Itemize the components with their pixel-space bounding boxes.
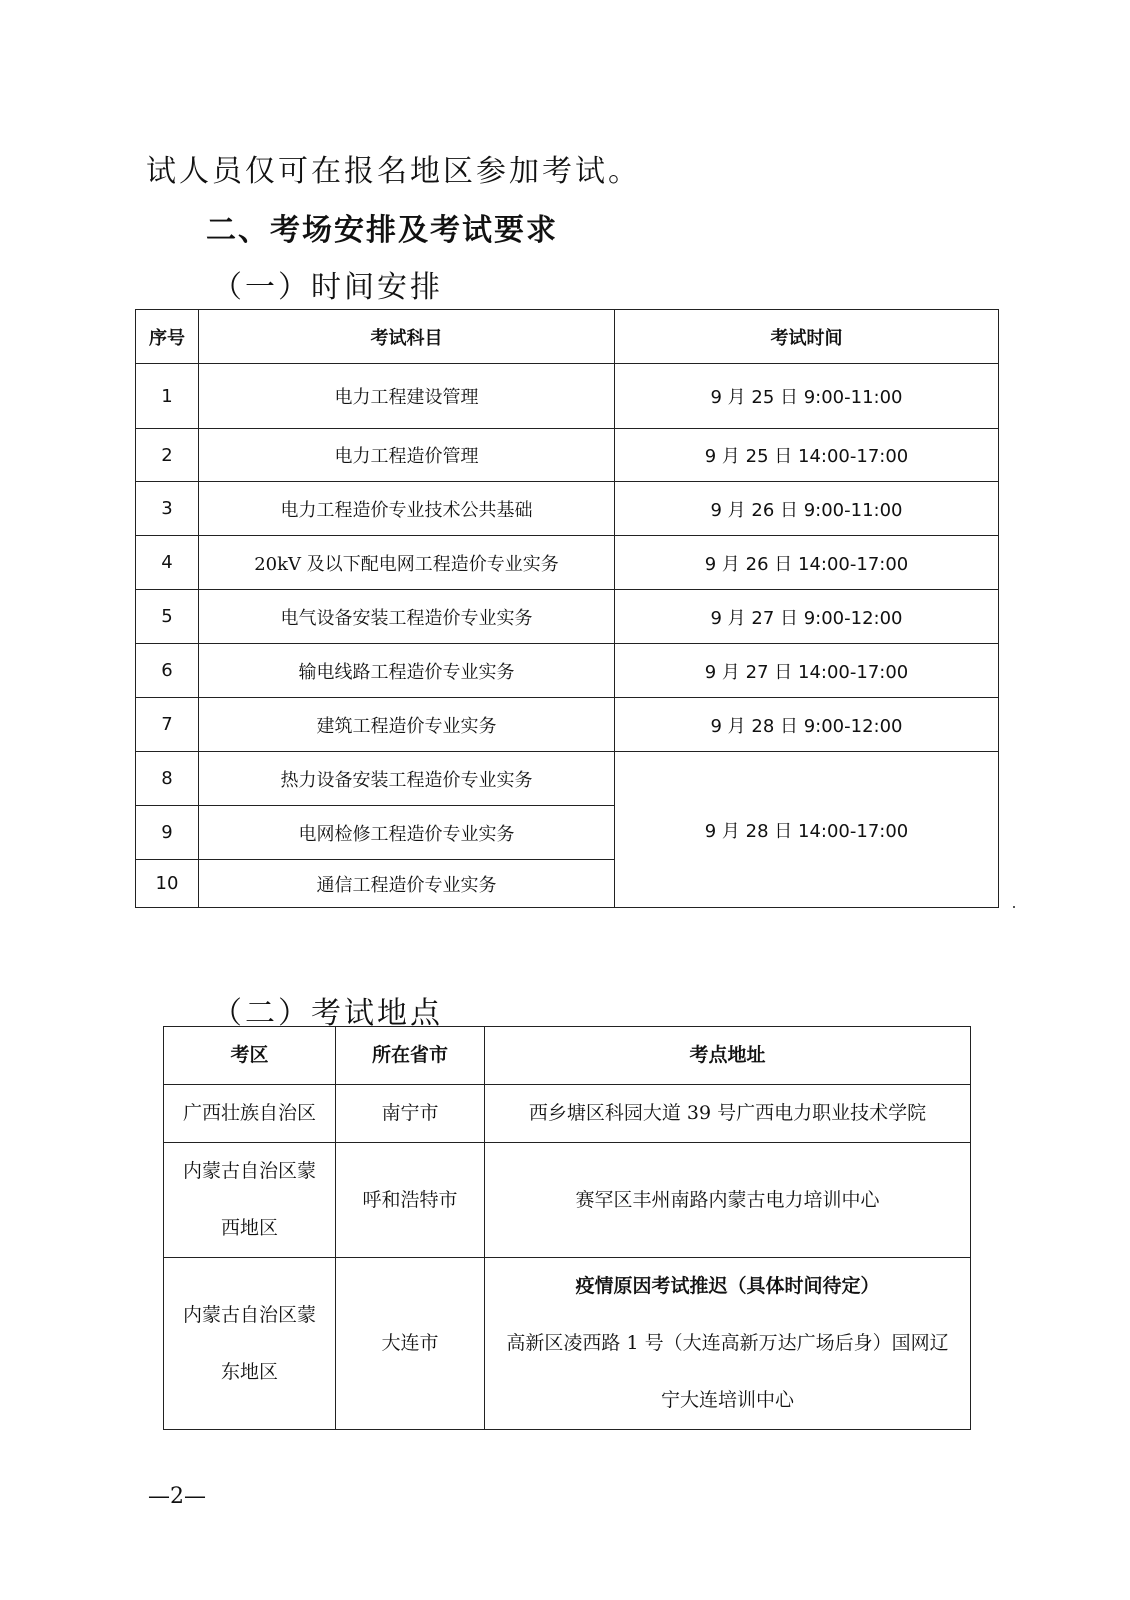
table-header-row (136, 310, 999, 364)
table-row (136, 698, 999, 752)
table-row (136, 536, 999, 590)
header-city: 所在省市 (336, 1027, 485, 1085)
row-city: 大连市 (336, 1258, 485, 1430)
header-address: 考点地址 (485, 1027, 971, 1085)
row-no: 8 (136, 752, 199, 806)
page-number: —2— (148, 1484, 206, 1509)
postponed-note: 疫情原因考试推迟（具体时间待定） (575, 1275, 880, 1297)
table-header-row (164, 1027, 971, 1085)
row-region (164, 1258, 336, 1430)
table-row (136, 644, 999, 698)
table-row (136, 752, 999, 806)
table-row (164, 1258, 971, 1430)
row-city: 南宁市 (336, 1085, 485, 1143)
row-subject: 输电线路工程造价专业实务 (199, 644, 615, 698)
address-line: 高新区凌西路 1 号（大连高新万达广场后身）国网辽 (506, 1332, 949, 1354)
row-time: 9 月 26 日 14:00-17:00 (615, 536, 999, 590)
region-line: 内蒙古自治区蒙 (182, 1303, 316, 1326)
row-address: 赛罕区丰州南路内蒙古电力培训中心 (485, 1143, 971, 1258)
row-time: 9 月 25 日 14:00-17:00 (615, 429, 999, 482)
table-row (164, 1143, 971, 1258)
row-subject: 通信工程造价专业实务 (199, 860, 615, 908)
row-no: 6 (136, 644, 199, 698)
region-line: 内蒙古自治区蒙 (182, 1160, 316, 1182)
row-time: 9 月 27 日 14:00-17:00 (615, 644, 999, 698)
locations-title: （二）考试地点 (212, 996, 443, 1031)
row-subject: 电气设备安装工程造价专业实务 (199, 590, 615, 644)
row-time-merged: 9 月 28 日 14:00-17:00 (615, 752, 999, 908)
row-no: 10 (136, 860, 199, 908)
row-subject: 电网检修工程造价专业实务 (199, 806, 615, 860)
row-no: 1 (136, 364, 199, 429)
row-subject: 电力工程造价管理 (199, 429, 615, 482)
table-row (136, 482, 999, 536)
row-time: 9 月 25 日 9:00-11:00 (615, 364, 999, 429)
table-row (164, 1085, 971, 1143)
address-line: 宁大连培训中心 (660, 1389, 794, 1411)
schedule-title: （一）时间安排 (212, 270, 443, 305)
row-subject: 电力工程建设管理 (199, 364, 615, 429)
row-city: 呼和浩特市 (336, 1143, 485, 1258)
region-line: 东地区 (220, 1360, 278, 1383)
row-subject: 20kV 及以下配电网工程造价专业实务 (199, 536, 615, 590)
row-no: 2 (136, 429, 199, 482)
row-time: 9 月 27 日 9:00-12:00 (615, 590, 999, 644)
row-no: 9 (136, 806, 199, 860)
intro-text: 试人员仅可在报名地区参加考试。 (146, 154, 641, 189)
row-subject: 热力设备安装工程造价专业实务 (199, 752, 615, 806)
locations-table (163, 1026, 971, 1430)
schedule-table (135, 309, 999, 908)
header-no: 序号 (136, 310, 199, 364)
row-no: 3 (136, 482, 199, 536)
row-region (164, 1143, 336, 1258)
row-address: 西乡塘区科园大道 39 号广西电力职业技术学院 (485, 1085, 971, 1143)
row-address (485, 1258, 971, 1430)
stray-dot (1013, 906, 1015, 908)
region-line: 西地区 (220, 1217, 278, 1239)
header-subject: 考试科目 (199, 310, 615, 364)
table-row (136, 429, 999, 482)
row-no: 4 (136, 536, 199, 590)
row-no: 7 (136, 698, 199, 752)
header-time: 考试时间 (615, 310, 999, 364)
row-time: 9 月 28 日 9:00-12:00 (615, 698, 999, 752)
row-time: 9 月 26 日 9:00-11:00 (615, 482, 999, 536)
row-subject: 建筑工程造价专业实务 (199, 698, 615, 752)
table-row (136, 590, 999, 644)
table-row (136, 364, 999, 429)
row-region: 广西壮族自治区 (164, 1085, 336, 1143)
row-subject: 电力工程造价专业技术公共基础 (199, 482, 615, 536)
row-no: 5 (136, 590, 199, 644)
header-region: 考区 (164, 1027, 336, 1085)
section-title: 二、考场安排及考试要求 (206, 213, 558, 248)
